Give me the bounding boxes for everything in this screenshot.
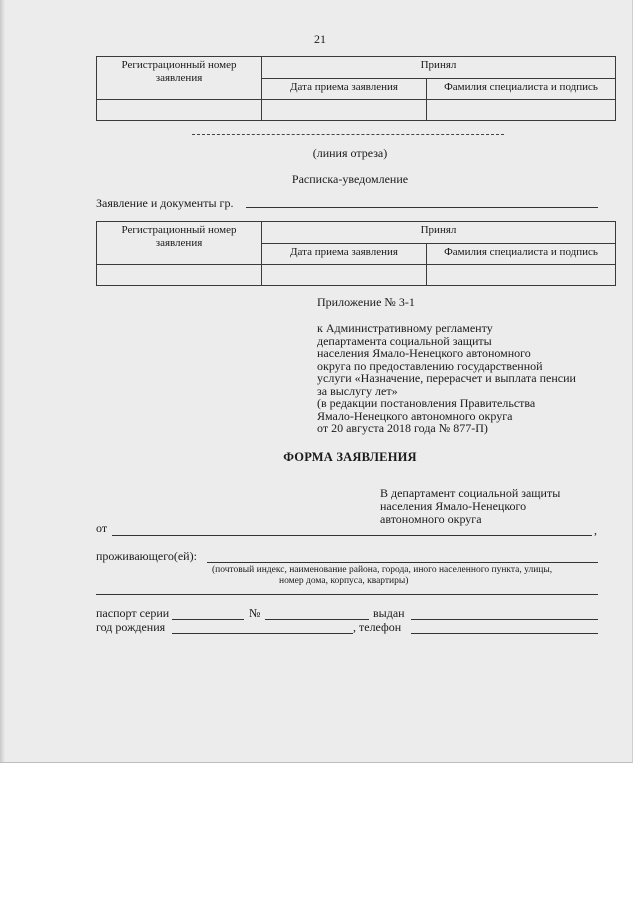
date-cell (262, 100, 427, 121)
from-label: от (96, 521, 108, 535)
page-edge-shadow (0, 0, 5, 762)
accepted-header: Принял (262, 222, 616, 244)
surname-cell (427, 265, 616, 286)
appendix-line: департамента социальной защиты (317, 333, 492, 348)
phone-field[interactable] (411, 633, 598, 634)
residing-label: проживающего(ей): (96, 549, 197, 563)
reg-number-header: Регистрационный номер заявления (97, 222, 262, 265)
surname-header: Фамилия специалиста и подпись (427, 79, 616, 100)
department-line: автономного округа (380, 512, 482, 526)
passport-series-field[interactable] (172, 619, 244, 620)
date-header: Дата приема заявления (262, 79, 427, 100)
form-title: ФОРМА ЗАЯВЛЕНИЯ (283, 450, 417, 464)
address-hint: (почтовый индекс, наименование района, города, иного населенного пункта, улицы, (212, 565, 553, 575)
page-number: 21 (314, 32, 326, 46)
receipt-title: Расписка-уведомление (291, 172, 409, 186)
address-field[interactable] (207, 562, 598, 563)
appendix-title: Приложение № 3-1 (317, 295, 415, 309)
address-hint: номер дома, корпуса, квартиры) (279, 576, 409, 586)
from-field[interactable] (112, 535, 592, 536)
appendix-line: за выслугу лет» (317, 383, 398, 398)
from-comma: , (594, 523, 597, 537)
docs-label: Заявление и документы гр. (96, 196, 234, 210)
department-line: населения Ямало-Ненецкого (380, 499, 527, 513)
issued-field[interactable] (411, 619, 598, 620)
reg-number-cell (97, 100, 262, 121)
cut-line-label: (линия отреза) (312, 146, 388, 160)
department-address (380, 487, 560, 526)
address-field-line2[interactable] (96, 594, 598, 595)
appendix-line: (в редакции постановления Правительства (317, 396, 536, 410)
date-header: Дата приема заявления (262, 244, 427, 265)
birth-year-label: год рождения (96, 620, 166, 634)
passport-number-label: № (249, 606, 261, 620)
appendix-line: от 20 августа 2018 года № 877-П) (317, 421, 488, 435)
appendix-line: Ямало-Ненецкого автономного округа (317, 408, 513, 423)
receipt-registration-table (96, 221, 616, 286)
appendix-line: округа по предоставлению государственной (317, 358, 543, 373)
surname-header: Фамилия специалиста и подпись (427, 244, 616, 265)
date-cell (262, 265, 427, 286)
appendix-body (317, 322, 607, 435)
appendix-line: услуги «Назначение, перерасчет и выплата пенсии (317, 371, 576, 385)
reg-number-header: Регистрационный номер заявления (97, 57, 262, 100)
appendix-line: к Административному регламенту (317, 321, 493, 335)
accepted-header: Принял (262, 57, 616, 79)
department-line: В департамент социальной защиты (380, 486, 561, 500)
cut-line (192, 134, 504, 135)
birth-year-field[interactable] (172, 633, 353, 634)
reg-number-cell (97, 265, 262, 286)
issued-label: выдан (373, 606, 405, 620)
surname-cell (427, 100, 616, 121)
appendix-line: населения Ямало-Ненецкого автономного (317, 346, 531, 360)
passport-series-label: паспорт серии (96, 606, 170, 620)
registration-table (96, 56, 616, 121)
phone-label: , телефон (353, 620, 402, 634)
docs-underline (246, 207, 598, 208)
